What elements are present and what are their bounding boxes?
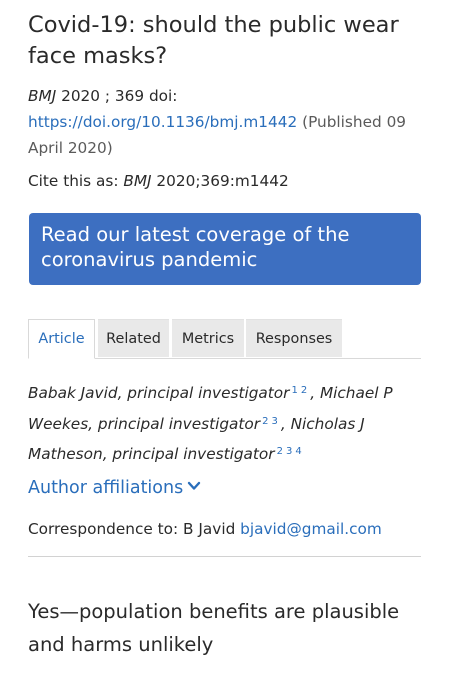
- article-standfirst: Yes—population benefits are plausible and harms unlikely: [28, 600, 400, 656]
- author-affiliation-refs[interactable]: 2 3 4: [276, 446, 302, 457]
- banner-text: Read our latest coverage of the coronavirus pandemic: [41, 223, 350, 271]
- cite-journal: BMJ: [123, 172, 152, 190]
- author-affiliations-toggle[interactable]: [28, 476, 201, 500]
- published-date: (Published 09 April 2020): [28, 113, 407, 157]
- author-name[interactable]: Michael P Weekes, principal investigator: [28, 384, 393, 433]
- author-affiliation-refs[interactable]: 1 2: [291, 385, 308, 396]
- author-name[interactable]: Babak Javid, principal investigator: [28, 384, 290, 402]
- coronavirus-coverage-banner[interactable]: [29, 213, 421, 285]
- cite-reference: 2020;369:m1442: [151, 172, 289, 190]
- author-separator: ,: [310, 384, 320, 402]
- article-tabs: [28, 319, 421, 359]
- year-volume: 2020 ; 369 doi:: [56, 87, 178, 105]
- author-affiliations-label: Author affiliations: [28, 478, 184, 498]
- article-meta: [28, 83, 428, 161]
- author-list: [28, 377, 420, 469]
- journal-name: BMJ: [28, 87, 57, 105]
- correspondence: [28, 517, 382, 541]
- cite-prefix: Cite this as:: [28, 172, 124, 190]
- correspondence-email[interactable]: bjavid@gmail.com: [240, 520, 382, 538]
- tab-related[interactable]: Related: [98, 319, 169, 357]
- cite-as: [28, 168, 289, 194]
- tab-metrics[interactable]: Metrics: [172, 319, 244, 357]
- tab-responses[interactable]: Responses: [246, 319, 342, 357]
- article-title: Covid-19: should the public wear face masks?: [28, 12, 399, 69]
- author-separator: ,: [280, 414, 291, 433]
- author-affiliation-refs[interactable]: 2 3: [262, 415, 278, 427]
- author-name[interactable]: Nicholas J Matheson, principal investigator: [28, 414, 365, 463]
- section-divider: [28, 556, 421, 557]
- doi-link[interactable]: https://doi.org/10.1136/bmj.m1442: [28, 113, 298, 131]
- correspondence-label: Correspondence to: B Javid: [28, 520, 241, 538]
- chevron-down-icon: [187, 480, 201, 492]
- tab-article[interactable]: Article: [28, 319, 95, 359]
